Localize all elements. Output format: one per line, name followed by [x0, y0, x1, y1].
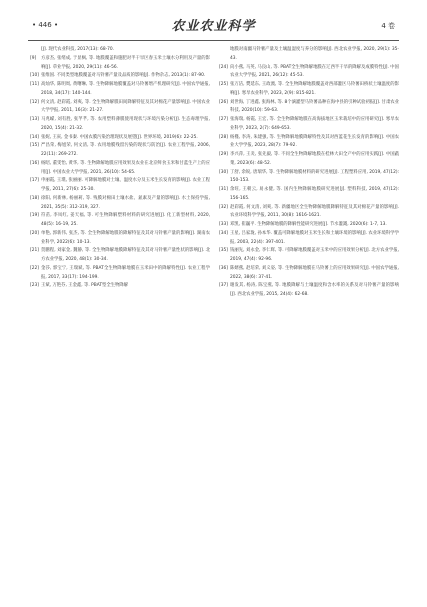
reference-number: [36] [219, 265, 228, 271]
reference-number: [22] [30, 265, 39, 271]
reference-number: [33] [219, 222, 228, 227]
reference-text: 刘世海, 丁进鑫, 张海林, 等. 8个滴灌型马铃薯品种在海中县的引种试验初报[J]. 甘肃农业科技, 2020(10): 59-63. [230, 99, 399, 114]
reference-text: 杨槿, 李涛, 朱建强, 等. 生物降解地膜降解特性及其对西蓝花生长发育的影响[J]. 中国农业大学学报, 2023, 28(7): 79-92. [230, 134, 399, 149]
reference-entry [30, 230, 210, 248]
reference-text: 申丽霞, 王璞, 张丽丽. 可降解地膜对土壤、温度水分及玉米生长发育的影响[J]. 农业工程学报, 2011, 27(6): 25-30. [41, 178, 210, 192]
reference-entry [219, 169, 399, 187]
reference-number: [10] [30, 73, 39, 79]
reference-text: 贺鹏程, 刘家金, 魏静, 等. 全生物降解地膜降解特征及其对马铃薯产量性状的影响[J]. 北方农业学报, 2020, 48(1): 30-34. [41, 248, 210, 262]
reference-text: 杨昭, 董雯怡, 黄华, 等. 生物降解地膜应用效果及农业在北京鲜食玉米和甘蓝生产上的应用[J]. 中国农业大学学报, 2021, 26(10): 54-65. [41, 160, 210, 175]
reference-entry [219, 186, 399, 204]
reference-number: [26] [219, 99, 228, 105]
reference-number: [37] [219, 283, 228, 289]
reference-number [30, 46, 41, 55]
reference-number: [23] [30, 283, 39, 289]
reference-number: [14] [30, 134, 39, 140]
reference-number: [15] [30, 143, 39, 149]
reference-text: 单艳, 郭新伟, 张杰, 等. 全生物降解地膜的降解特征及其对马铃薯产量的影响[J]. 湖南农业科学, 2022(6): 10-13. [41, 230, 210, 245]
reference-text: 谢发其, 杨涛, 陈宝燕, 等. 地膜降解与土壤温度和含水率的关系及对马铃薯产量的影响[J]. 西北农业学报, 2015, 24(4): 62-68. [230, 283, 399, 297]
journal-title: 农业农业科学 [171, 19, 256, 34]
reference-entry [30, 81, 210, 99]
reference-number: [16] [30, 160, 39, 166]
reference-number: [21] [30, 248, 39, 254]
reference-entry [30, 265, 210, 283]
reference-text: 钱丽先, 刘永金, 李仁辉, 等. 可降解地膜覆盖对玉米中的应用效果分析[J]. 北方农业学报, 2019, 47(4): 92-96. [230, 248, 399, 262]
reference-entry [30, 55, 210, 73]
reference-entry [219, 99, 399, 117]
page-header [28, 12, 399, 38]
reference-text: [J]. 现代农业科技, 2017(13): 68-70. [41, 47, 115, 52]
reference-text: 王星, 吕家珑, 孙本华. 覆盖可降解地膜对玉米生长和土壤环境的影响[J]. 农业环境科学学报, 2003, 22(4): 397-401. [230, 230, 399, 245]
reference-entry [30, 99, 210, 117]
reference-entry [219, 282, 399, 300]
reference-number: [32] [219, 204, 228, 210]
reference-text: 徐阳, 何新林, 杨丽莉, 等. 残膜对棉田土壤水盐、氮素及产量的影响[J]. 水土保持学报, 2021, 35(5): 312-319, 327. [41, 195, 210, 210]
reference-text: 邓凯, 崔巍平. 生物降解地膜的降解性能研究进展[J]. 节水灌溉, 2020(6): 1-7, 13. [230, 222, 387, 227]
reference-text: 地膜对南疆马铃薯产量及土壤温湿度与养分的影响[J]. 西北农业学报, 2020, 29(1): 35-43. [230, 47, 399, 61]
reference-text: 方彦杰, 张绪成, 于显枫, 等. 地膜覆盖和施肥对半干旱区春玉米土壤水分利用及产量的影响[J]. 草业学报, 2020, 29(11): 46-56. [41, 55, 210, 70]
reference-text: 何文清, 赵彩霞, 刘爽, 等. 全生物降解膜田间降解特征及其对棉花产量影响[J]. 中国农业大学学报, 2011, 16(3): 21-27. [41, 99, 210, 114]
reference-entry [219, 81, 399, 99]
reference-number: [29] [219, 152, 228, 157]
reference-column-right [219, 46, 399, 597]
reference-text: 向小燕, 马英, 马良山, 等. PBAT全生物降解地膜在辽西半干旱的降解及成膜特性[J]. 中国农业大学学报, 2021, 26(12): 45-53. [230, 64, 399, 79]
reference-text: 金莎, 郭宝宁, 王瑞斌, 等. PBAT全生物降解地膜在玉米田中的降解特性[J]. 农业工程学报, 2017, 33(17): 194-199. [41, 265, 210, 280]
reference-number: [11] [30, 82, 39, 87]
reference-text: 张海瑞, 杨霞, 王宏, 等. 全生物降解地膜在高海拔地区玉米栽培中的应用研究[J]. 寒旱农业科学, 2023, 2(7): 649-653. [230, 117, 399, 131]
reference-text: 张妮, 王寅, 金书秦. 中国农膜污染治理现状及展望[J]. 世界环境, 2019(6): 22-25. [41, 134, 198, 140]
reference-entry [30, 72, 210, 81]
reference-text: 王斌, 万艳芬, 王金鑫, 等. PBAT型全生物降解 [41, 283, 129, 289]
reference-entry [219, 134, 399, 152]
reference-text: 张万洁, 樊延东, 王政澳, 等. 全生物降解地膜覆盖对西部灌区马铃薯田桥状土壤温度的影响[J]. 寒旱农业科学, 2023, 2(9): 815-821. [230, 82, 399, 96]
reference-entry [30, 177, 210, 195]
reference-text: 高灿华, 陈明周, 黄曙琳, 等. 生物降解地膜覆盖对马铃薯增产机理研究[J]. 中国农学通报, 2018, 34(17): 140-144. [41, 82, 210, 96]
header-divider [28, 40, 399, 41]
reference-text: 符苗, 李凤红, 姜天福, 等. 可生物降解塑料材料的研究进展[J]. 化工新型材料, 2020, 48(5): 16-19, 25. [41, 213, 210, 227]
reference-columns [30, 46, 399, 597]
reference-entry [219, 151, 399, 169]
reference-text: 赵彩霞, 何文清, 刘爽, 等. 新疆地区全生物降解地膜降解特征及其对棉花产量的影响[J]. 农业环境科学学报, 2011, 30(8): 1616-1621. [230, 204, 399, 219]
reference-entry [30, 46, 210, 55]
reference-text: 严昌荣, 梅旭荣, 何文清, 等. 农用地膜残留污染的现状与防治[J]. 农业工程学报, 2006, 22(11): 269-272. [41, 143, 210, 157]
volume-label: 4 卷 [381, 22, 395, 30]
reference-number [219, 46, 230, 64]
reference-number: [17] [30, 178, 39, 184]
reference-number: [9] [30, 55, 37, 61]
reference-number: [12] [30, 99, 39, 105]
reference-entry [219, 221, 399, 230]
reference-entry [219, 116, 399, 134]
reference-entry [219, 265, 399, 283]
page-number: • 446 • [32, 21, 59, 29]
reference-entry [30, 134, 210, 143]
reference-entry [30, 116, 210, 134]
reference-entry [219, 230, 399, 248]
reference-number: [30] [219, 169, 228, 175]
reference-entry [30, 212, 210, 230]
reference-number: [18] [30, 195, 39, 201]
reference-text: 马兆嵘, 刘有胜, 张芊芊, 等. 农用塑料薄膜使用现状与环境污染分析[J]. 生态毒理学报, 2020, 15(4): 21-32. [41, 117, 210, 131]
reference-entry [30, 160, 210, 178]
reference-entry [219, 64, 399, 82]
reference-number: [31] [219, 187, 228, 192]
reference-column-left [30, 46, 210, 597]
reference-number: [19] [30, 213, 39, 219]
reference-text: 丁舒, 余锐, 唐瑞华, 等. 生物降解地膜材料的研究进展[J]. 工程塑料应用, 2019, 47(12): 150-153. [230, 169, 399, 184]
reference-number: [35] [219, 248, 228, 254]
reference-text: 陈婿燕, 赵培荣, 刘义姿, 等. 生物降解地膜在马铃薯上的应用效果研究[J]. 中国农学通报, 2022, 38(6): 37-41. [230, 265, 399, 280]
reference-text: 余旺, 王朝云, 易永健, 等. 国内生物降解地膜研究进展[J]. 塑料科技, 2019, 47(12): 156-165. [230, 187, 399, 201]
reference-entry [219, 247, 399, 265]
reference-number: [28] [219, 134, 228, 140]
reference-entry [30, 282, 210, 291]
reference-entry [30, 142, 210, 160]
reference-entry [30, 247, 210, 265]
reference-number: [34] [219, 230, 228, 236]
reference-entry [30, 195, 210, 213]
reference-number: [27] [219, 117, 228, 122]
reference-text: 李兴萍, 王炎, 张先毅, 等. 不同全生物降解地膜在桂林大田全产中的应用实践[J]. 中国蔬菜, 2023(6): 48-52. [230, 152, 399, 166]
reference-number: [25] [219, 82, 228, 87]
reference-number: [20] [30, 230, 39, 236]
reference-entry [219, 46, 399, 64]
reference-text: 张维国. 不同类型地膜覆盖对马铃薯产量及品质的影响[J]. 作物杂志, 2013(1): 87-90. [41, 73, 206, 79]
reference-number: [24] [219, 64, 228, 70]
reference-number: [13] [30, 117, 39, 122]
reference-entry [219, 204, 399, 222]
